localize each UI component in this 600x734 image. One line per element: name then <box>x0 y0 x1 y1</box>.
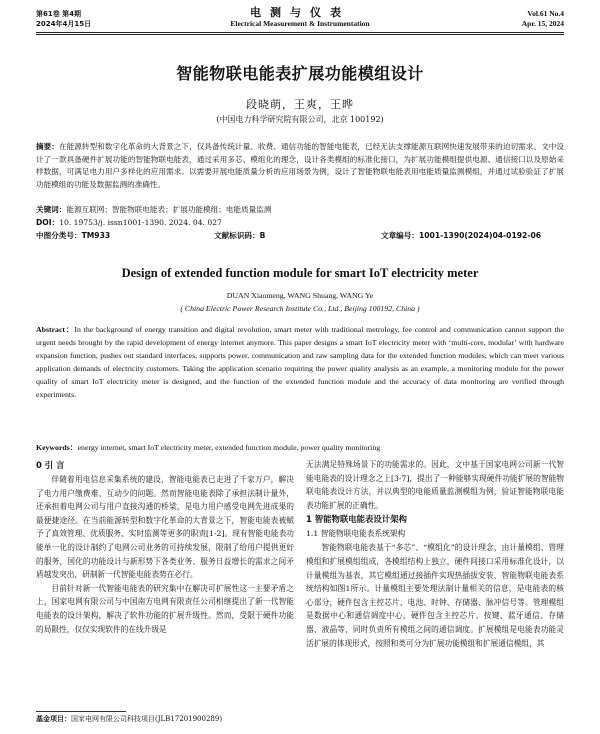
keywords-label-cn: 关键词： <box>36 205 67 214</box>
header-right <box>522 9 564 29</box>
paper-title-en: Design of extended function module for smart IoT electricity meter <box>121 266 479 280</box>
journal-name-cn: 电测与仪表 <box>250 6 350 19</box>
header-volume-cn: 第61卷 第4期 <box>36 10 82 18</box>
funding-footnote <box>36 714 222 724</box>
header-rule-thin <box>36 34 564 35</box>
authors-en: DUAN Xiaomeng, WANG Shuang, WANG Ye <box>226 291 374 300</box>
body-column-right <box>306 458 564 650</box>
header-date-en: Apr. 15, 2024 <box>521 19 564 28</box>
paper-title-cn: 智能物联电能表扩展功能模组设计 <box>176 64 424 83</box>
abstract-cn <box>36 141 564 203</box>
document-code: 文献标识码：B <box>214 231 266 240</box>
journal-name-en: Electrical Measurement & Instrumentation <box>230 19 370 28</box>
abstract-text-cn: 在能源转型和数字化革命的大背景之下，仅具备传统计量、收费、通信功能的智能电能表，已经无法支撑能源互联网快速发展带来的迫切需求。文中设计了一款具备硬件扩展功能的智能物联电能表，通过采用多芯、模组化的理念，设计各类模组的标准化接口，为扩展功能模组提供电源、通信接口以及原始采样数据，可满足电力用户多样化的应用需求。以需要开展电能质量分析的应用场景为例，设计了智能物联电能表用电能质量监测模组，并通过试验验证了扩展功能模组的功能及数据监测的准确性。 <box>36 142 565 189</box>
section-1-1-heading: 1.1 智能物联电能表系统架构 <box>306 529 406 539</box>
keywords-en <box>36 442 564 455</box>
section-0-heading: 0 引 言 <box>36 460 65 470</box>
affiliation-cn: (中国电力科学研究院有限公司，北京 100192) <box>216 115 384 124</box>
paragraph-3: 无法满足特殊场景下的功能需求的。因此，文中基于国家电网公司新一代智能电能表的设计理念之上[3-7]，提出了一种能够实现硬件功能扩展的智能物联电能表设计方法，并以典型的电能质量监测模组为例，验证智能物联电能表功能扩展的正确性。 <box>306 460 564 510</box>
paragraph-1: 伴随着用电信息采集系统的建设，智能电能表已走进了千家万户，解决了电力用户缴费难、互动少的问题。然而智能电能表除了承担法制计量外，还承担着电网公司与用户直接沟通的桥梁，是电力用户感受电网先进成果的最便捷途径。在当前能源转型和数字化革命的大背景之下，智能电能表被赋予了真效管理、优质服务、实时监测等更多的职责[1-2]。现有智能电能表功能单一化的设计制约了电网公司业务的可持续发展，限制了给用户提供更好的服务，国化的功能设计与新形势下各类业务、服务日益增长的需求之间矛盾越发突出，研制新一代智能电能表势在必行。 <box>36 475 294 580</box>
clc-number: 中图分类号：TM933 <box>36 231 111 240</box>
footnote-rule <box>36 711 126 712</box>
keywords-label-en: Keywords： <box>36 443 78 452</box>
paragraph-4: 智能物联电能表基于“多芯”、“模组化”的设计理念，由计量模组、管理模组和扩展模组组成，各模组结构上独立，硬件间接口采用标准化设计，以计量模组为基表，其它模组通过接插件实现热插拔安装，智能物联电能表系统结构如图1所示。计量模组主要处理法制计量相关的信息，是电能表的核心部分，硬件包含主控芯片、电池、时钟、存储器、脉冲信号等。管理模组是数据中心和通信调度中心，硬件包含主控芯片、按键、蓝牙通信、存储器、液晶等，同时负责所有模组之间的通信调度。扩展模组是电能表功能灵活扩展的体现形式，按照和类可分为扩展功能模组和扩展通信模组，其 <box>306 543 564 648</box>
section-1-heading: 1 智能物联电能表设计架构 <box>306 514 407 525</box>
doi-line <box>36 217 564 230</box>
abstract-label-en: Abstract： <box>36 325 75 334</box>
header-volume-en: Vol.61 No.4 <box>527 9 564 18</box>
running-header <box>36 5 564 35</box>
doi-value: 10. 19753/j. issn1001-1390. 2024. 04. 027 <box>59 218 222 227</box>
keywords-text-cn: 能源互联网；智能物联电能表；扩展功能模组；电能质量监测 <box>66 205 272 214</box>
affiliation-en: ( China Electric Power Research Institute Co., Ltd., Beijing 100192, China ) <box>180 304 420 313</box>
abstract-label-cn: 摘要： <box>36 142 59 151</box>
header-center <box>36 6 564 29</box>
doi-label: DOI： <box>36 218 60 227</box>
keywords-cn <box>36 204 564 217</box>
body-column-left <box>36 458 294 636</box>
funding-label: 基金项目： <box>36 715 71 723</box>
header-rule <box>36 32 564 33</box>
keywords-text-en: energy internet, smart IoT electricity meter, extended function module, power quality monitoring <box>77 443 381 452</box>
article-number: 文章编号：1001-1390(2024)04-0192-06 <box>381 231 542 240</box>
authors-cn: 段晓萌，王爽，王晔 <box>246 98 354 111</box>
funding-text: 国家电网有限公司科技项目(JLB17201900289) <box>71 715 223 723</box>
abstract-en <box>36 324 564 440</box>
abstract-text-en: In the background of energy transition and digital revolution, smart meter with traditional metrology, fee control and communication cannot support the urgent needs brought by the rapid development of energy internet anymore. This paper designs a smart IoT electricity meter with ‘multi-core, modular’ with hardware expansion function, pushes out standard interfaces, supports power, communication and raw sampling data for the extended function modules, which can meet various application demands of electricity customers. Taking the application scenario requiring the power quality analysis as an example, a monitoring module for the power quality of smart IoT electricity meter is designed, and the function of the extended function module and the accuracy of data monitoring are verified through experiments. <box>36 325 564 399</box>
paragraph-2: 目前针对新一代智能电能表的研究集中在解决可扩展性这一主要矛盾之上，国家电网有限公司与中国南方电网有限责任公司相继提出了新一代智能电能表的设计架构，解决了软件功能的扩展升级性。然而，受限于硬件功能的局限性，仅仅实现软件的在线升级是 <box>36 583 294 634</box>
header-date-cn: 2024年4月15日 <box>36 20 92 28</box>
